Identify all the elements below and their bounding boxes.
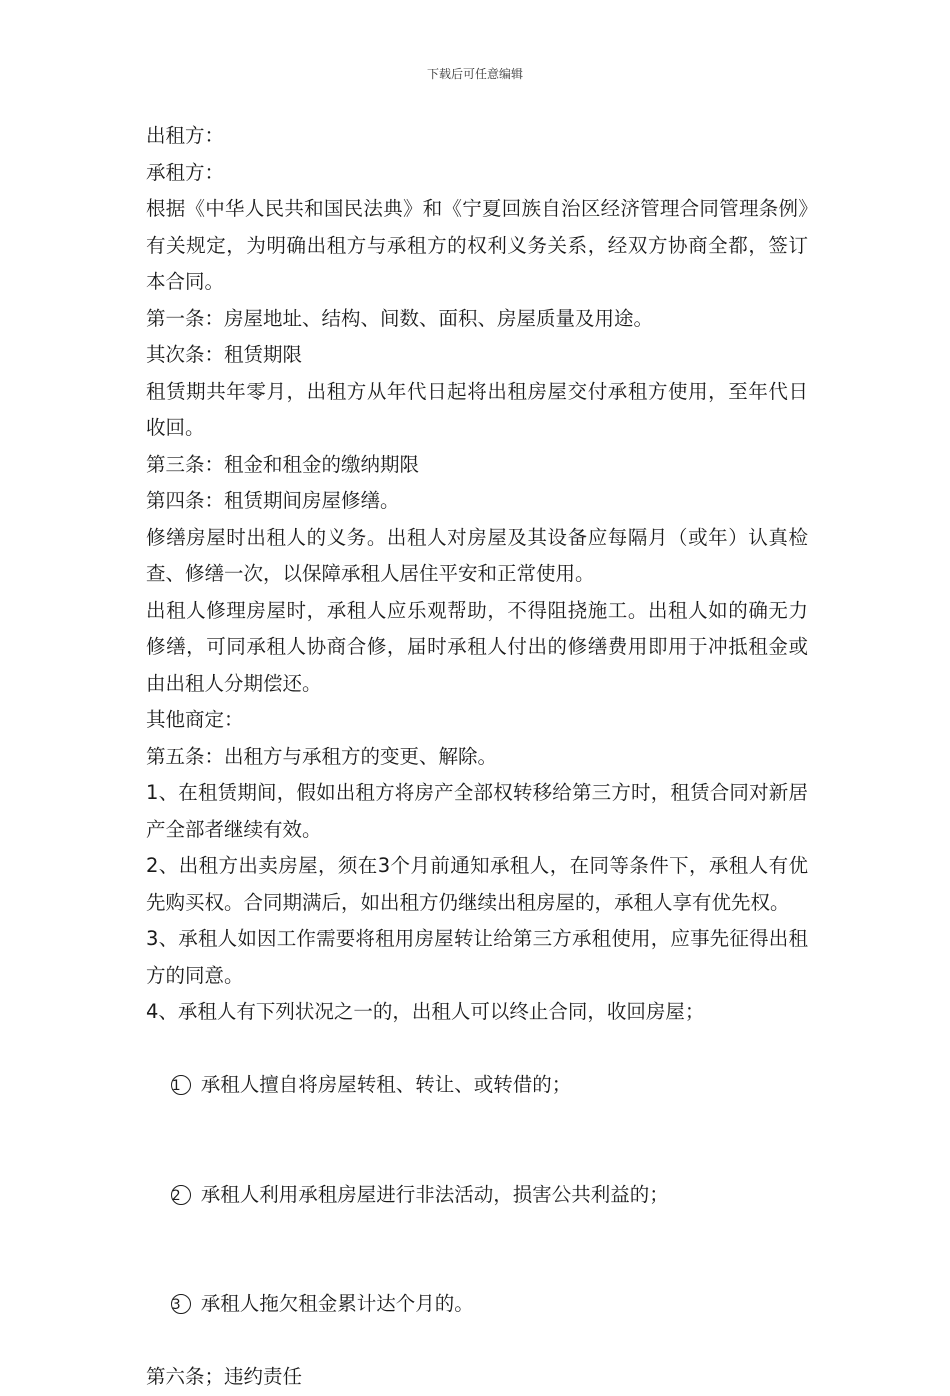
preamble-paragraph: 根据《中华人民共和国民法典》和《宁夏回族自治区经济管理合同管理条例》有关规定，为明确出租方与承租方的权利义务关系，经双方协商全都，签订本合同。	[146, 197, 808, 293]
lessee-line: 承租方：	[146, 160, 225, 184]
list-item-text: 承租人拖欠租金累计达个月的。	[200, 1292, 474, 1315]
list-item-text: 承租人利用承租房屋进行非法活动，损害公共利益的；	[200, 1182, 669, 1206]
list-item	[146, 1250, 808, 1360]
list-item	[146, 1031, 808, 1141]
list-item	[146, 1140, 808, 1250]
list-item-text: 承租人擅自将房屋转租、转让、或转借的；	[200, 1073, 572, 1096]
other-agreements-line: 其他商定：	[146, 708, 244, 731]
article-3-heading: 第三条：租金和租金的缴纳期限	[146, 452, 420, 476]
clause-2: 2、出租方出卖房屋，须在3个月前通知承租人，在同等条件下，承租人有优先购买权。合同期满后，如出租方仍继续出租房屋的，承租人享有优先权。	[146, 854, 808, 914]
page-header: 下载后可任意编辑	[426, 67, 523, 81]
lessor-line: 出租方：	[146, 124, 225, 147]
article-6-heading: 第六条；违约责任	[146, 1365, 303, 1388]
contract-body	[146, 118, 808, 1396]
article-5-heading: 第五条：出租方与承租方的变更、解除。	[146, 744, 498, 768]
article-4-heading: 第四条：租赁期间房屋修缮。	[146, 489, 400, 512]
article-2-heading: 其次条：租赁期限	[146, 343, 303, 366]
article-1: 第一条：房屋地址、结构、间数、面积、房屋质量及用途。	[146, 306, 654, 330]
circled-number: 2	[171, 1185, 191, 1205]
repair-duty-paragraph: 修缮房屋时出租人的义务。出租人对房屋及其设备应每隔月（或年）认真检查、修缮一次，以保障承租人居住平安和正常使用。	[146, 525, 808, 585]
circled-number: 3	[171, 1294, 191, 1314]
circled-number: 1	[171, 1075, 191, 1095]
clause-3: 3、承租人如因工作需要将租用房屋转让给第三方承租使用，应事先征得出租方的同意。	[146, 927, 808, 987]
lease-term-paragraph: 租赁期共年零月，出租方从年代日起将出租房屋交付承租方使用，至年代日收回。	[146, 379, 808, 439]
clause-4: 4、承租人有下列状况之一的，出租人可以终止合同，收回房屋；	[146, 1000, 705, 1023]
clause-1: 1、在租赁期间，假如出租方将房产全部权转移给第三方时，租赁合同对新居产全部者继续有效。	[146, 781, 808, 841]
repair-assist-paragraph: 出租人修理房屋时，承租人应乐观帮助，不得阻挠施工。出租人如的确无力修缮，可同承租人协商合修，届时承租人付出的修缮费用即用于冲抵租金或由出租人分期偿还。	[146, 598, 808, 695]
